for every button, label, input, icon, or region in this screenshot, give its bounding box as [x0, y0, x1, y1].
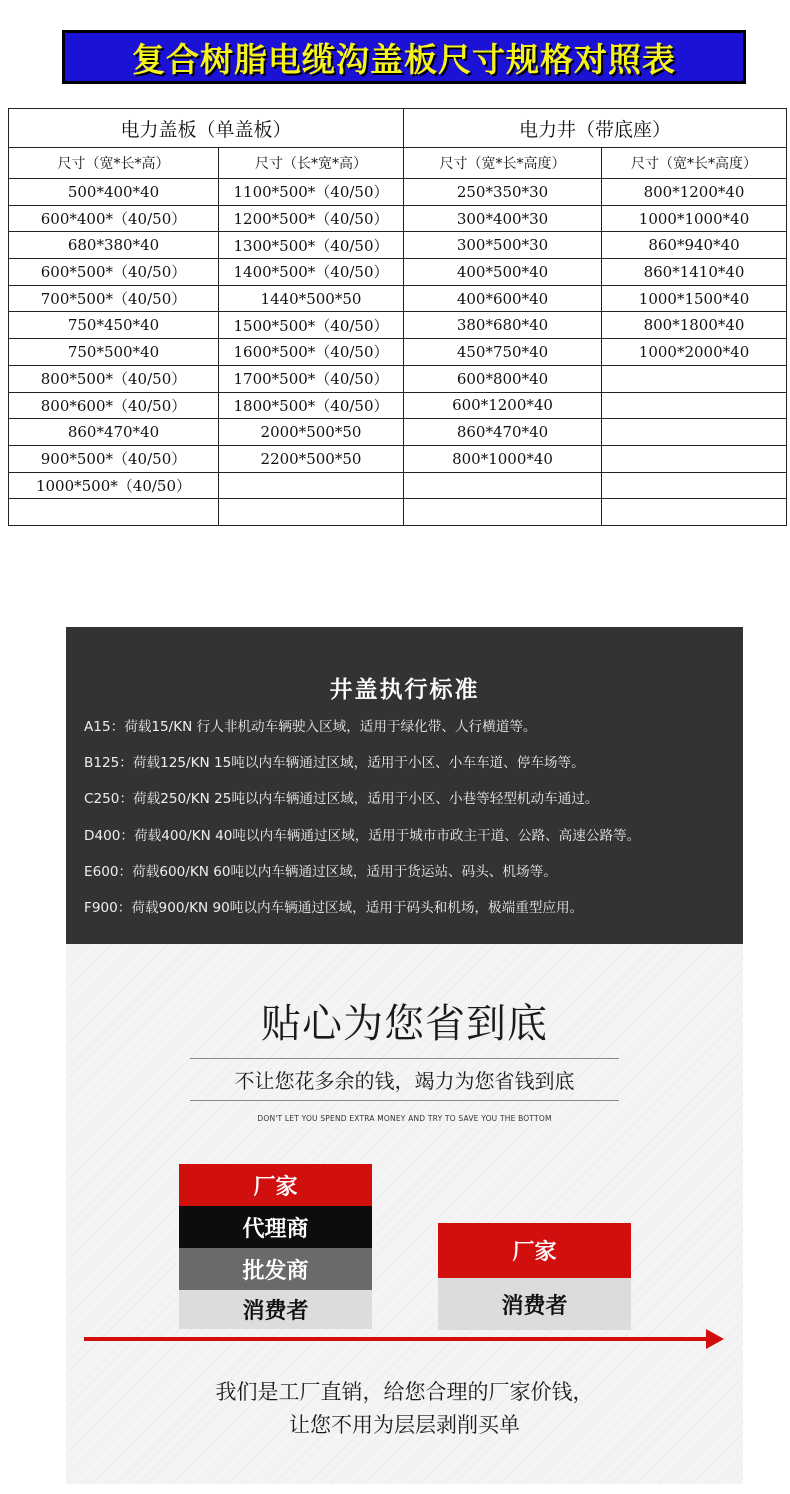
table-cell: 1000*500*（40/50）	[9, 472, 219, 499]
table-cell: 1800*500*（40/50）	[219, 392, 404, 419]
table-cell: 450*750*40	[404, 339, 602, 366]
column-header: 尺寸（长*宽*高）	[219, 148, 404, 179]
group-header-cover: 电力盖板（单盖板）	[9, 109, 404, 148]
table-cell: 300*400*30	[404, 205, 602, 232]
table-row	[9, 285, 787, 312]
chain-agent: 代理商	[179, 1206, 372, 1248]
table-cell: 1700*500*（40/50）	[219, 365, 404, 392]
table-cell: 380*680*40	[404, 312, 602, 339]
chain-wholesaler: 批发商	[179, 1248, 372, 1290]
savings-subtitle: 不让您花多余的钱，竭力为您省钱到底	[234, 1069, 575, 1093]
standards-title: 井盖执行标准	[329, 677, 480, 703]
table-row	[9, 205, 787, 232]
direct-sale-stack	[438, 1223, 631, 1330]
table-cell: 680*380*40	[9, 232, 219, 259]
direct-manufacturer: 厂家	[438, 1223, 631, 1278]
table-cell: 860*470*40	[404, 419, 602, 446]
standards-list	[84, 709, 737, 926]
table-cell	[602, 499, 787, 526]
table-row	[9, 232, 787, 259]
standard-item: E600：荷载600/KN 60吨以内车辆通过区域，适用于货运站、码头、机场等。	[84, 863, 557, 880]
table-row	[9, 392, 787, 419]
table-cell: 1100*500*（40/50）	[219, 179, 404, 206]
table-cell: 2000*500*50	[219, 419, 404, 446]
distribution-chain-stack	[179, 1164, 372, 1329]
savings-english: DON'T LET YOU SPEND EXTRA MONEY AND TRY TO SAVE YOU THE BOTTOM	[257, 1114, 552, 1123]
table-cell: 500*400*40	[9, 179, 219, 206]
table-cell	[602, 472, 787, 499]
table-cell	[602, 445, 787, 472]
table-cell: 1000*2000*40	[602, 339, 787, 366]
table-cell: 300*500*30	[404, 232, 602, 259]
arrow-right-icon	[706, 1329, 724, 1349]
table-row	[9, 365, 787, 392]
table-row	[9, 472, 787, 499]
table-row	[9, 259, 787, 286]
arrow-shaft	[84, 1337, 710, 1341]
table-cell: 750*450*40	[9, 312, 219, 339]
savings-title: 贴心为您省到底	[261, 1001, 548, 1047]
table-cell: 860*470*40	[9, 419, 219, 446]
savings-section	[66, 944, 743, 1484]
table-cell: 860*1410*40	[602, 259, 787, 286]
page-title: 复合树脂电缆沟盖板尺寸规格对照表	[132, 39, 676, 79]
table-cell	[602, 419, 787, 446]
table-cell: 400*600*40	[404, 285, 602, 312]
table-row	[9, 179, 787, 206]
standard-item: A15：荷载15/KN 行人非机动车辆驶入区域，适用于绿化带、人行横道等。	[84, 719, 537, 735]
column-header: 尺寸（宽*长*高度）	[602, 148, 787, 179]
chain-manufacturer: 厂家	[179, 1164, 372, 1206]
table-cell: 1000*1000*40	[602, 205, 787, 232]
table-cell	[219, 499, 404, 526]
table-cell: 250*350*30	[404, 179, 602, 206]
spec-table-body	[9, 179, 787, 526]
table-cell: 600*400*（40/50）	[9, 205, 219, 232]
table-cell: 1300*500*（40/50）	[219, 232, 404, 259]
spec-table	[8, 108, 787, 526]
table-cell	[602, 365, 787, 392]
table-cell: 1440*500*50	[219, 285, 404, 312]
divider	[190, 1100, 619, 1101]
table-cell: 800*600*（40/50）	[9, 392, 219, 419]
table-cell	[602, 392, 787, 419]
standard-item: C250：荷载250/KN 25吨以内车辆通过区域，适用于小区、小巷等轻型机动车通过。	[84, 791, 599, 808]
table-cell	[404, 499, 602, 526]
direct-consumer: 消费者	[438, 1278, 631, 1330]
table-cell: 2200*500*50	[219, 445, 404, 472]
standard-item: D400：荷载400/KN 40吨以内车辆通过区域，适用于城市市政主干道、公路、高速公路等。	[84, 827, 641, 844]
column-header: 尺寸（宽*长*高度）	[404, 148, 602, 179]
table-cell: 400*500*40	[404, 259, 602, 286]
table-row	[9, 445, 787, 472]
column-header: 尺寸（宽*长*高）	[9, 148, 219, 179]
table-cell	[9, 499, 219, 526]
savings-footer-line2: 让您不用为层层剥削买单	[289, 1413, 520, 1437]
table-cell: 1500*500*（40/50）	[219, 312, 404, 339]
table-cell: 600*1200*40	[404, 392, 602, 419]
standard-item: F900：荷载900/KN 90吨以内车辆通过区域，适用于码头和机场，极端重型应用。	[84, 899, 584, 916]
table-cell: 800*1800*40	[602, 312, 787, 339]
table-row	[9, 339, 787, 366]
title-banner	[62, 30, 746, 84]
table-cell: 900*500*（40/50）	[9, 445, 219, 472]
table-cell: 800*500*（40/50）	[9, 365, 219, 392]
table-cell: 1400*500*（40/50）	[219, 259, 404, 286]
chain-consumer: 消费者	[179, 1290, 372, 1329]
group-header-well: 电力井（带底座）	[404, 109, 787, 148]
table-cell: 1000*1500*40	[602, 285, 787, 312]
table-cell: 600*500*（40/50）	[9, 259, 219, 286]
standard-item: B125：荷载125/KN 15吨以内车辆通过区域，适用于小区、小车车道、停车场等。	[84, 755, 585, 772]
table-row	[9, 499, 787, 526]
table-cell	[404, 472, 602, 499]
table-cell: 600*800*40	[404, 365, 602, 392]
table-cell: 700*500*（40/50）	[9, 285, 219, 312]
table-cell: 860*940*40	[602, 232, 787, 259]
table-row	[9, 312, 787, 339]
savings-footer-line1: 我们是工厂直销，给您合理的厂家价钱，	[215, 1380, 594, 1404]
table-cell: 800*1200*40	[602, 179, 787, 206]
table-cell: 750*500*40	[9, 339, 219, 366]
table-cell: 1600*500*（40/50）	[219, 339, 404, 366]
standards-panel	[66, 627, 743, 944]
divider	[190, 1058, 619, 1059]
table-cell: 800*1000*40	[404, 445, 602, 472]
table-row	[9, 419, 787, 446]
table-cell	[219, 472, 404, 499]
table-cell: 1200*500*（40/50）	[219, 205, 404, 232]
